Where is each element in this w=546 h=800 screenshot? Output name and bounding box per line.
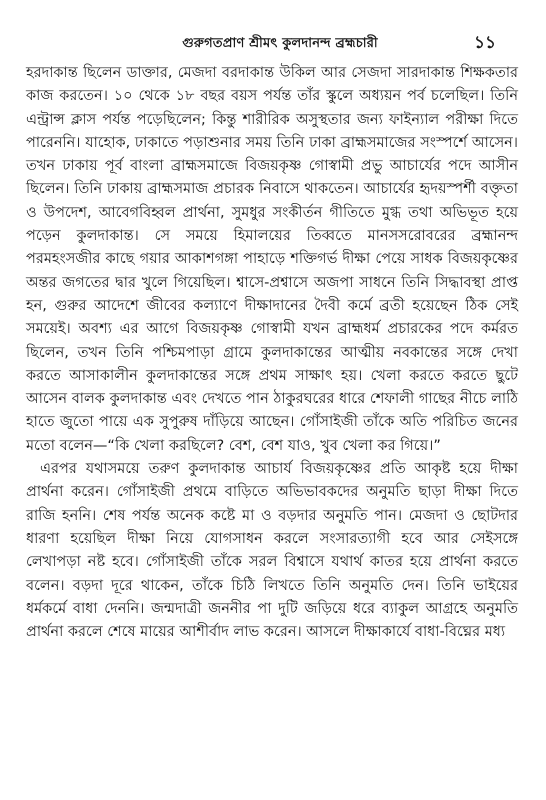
body-text	[26, 62, 518, 644]
paragraph-1: হরদাকান্ত ছিলেন ডাক্তার, মেজদা বরদাকান্ত উকিল আর সেজদা সারদাকান্ত শিক্ষকতার কাজ করতেন। ১০ থেকে ১৮ বছর বয়স পর্যন্ত তাঁর স্কুলে অধ্যয়ন পর্ব চলেছিল। তিনি এন্ট্রান্স ক্লাস পর্যন্ত পড়েছিলেন; কিন্তু শারীরিক অসুস্থতার জন্য ফাইন্যাল পরীক্ষা দিতে পারেননি। যাহোক, ঢাকাতে পড়াশুনার সময় তিনি ঢাকা ব্রাহ্মসমাজের সংস্পর্শে আসেন। তখন ঢাকায় পূর্ব বাংলা ব্রাহ্মসমাজে বিজয়কৃষ্ণ গোস্বামী প্রভু আচার্যের পদে আসীন ছিলেন। তিনি ঢাকায় ব্রাহ্মসমাজ প্রচারক নিবাসে থাকতেন। আচার্যের হৃদয়স্পর্শী বক্তৃতা ও উপদেশ, আবেগবিহ্বল প্রার্থনা, সুমধুর সংকীর্তন গীতিতে মুগ্ধ তথা অভিভূত হয়ে পড়েন কুলদাকান্ত। সে সময়ে হিমালয়ের তিব্বতে মানসসরোবরের ব্রহ্মানন্দ পরমহংসজীর কাছে গয়ার আকাশগঙ্গা পাহাড়ে শক্তিগর্ভ দীক্ষা পেয়ে সাধক বিজয়কৃষ্ণের অন্তর জগতের দ্বার খুলে গিয়েছিল। শ্বাসে-প্রশ্বাসে অজপা সাধনে তিনি সিদ্ধাবস্থা প্রাপ্ত হন, গুরুর আদেশে জীবের কল্যাণে দীক্ষাদানের দৈবী কর্মে ব্রতী হয়েছেন ঠিক সেই সময়েই। অবশ্য এর আগে বিজয়কৃষ্ণ গোস্বামী যখন ব্রাহ্মধর্ম প্রচারকের পদে কর্মরত ছিলেন, তখন তিনি পশ্চিমপাড়া গ্রামে কুলদাকান্তের আত্মীয় নবকান্তের সঙ্গে দেখা করতে আসাকালীন কুলদাকান্তের সঙ্গে প্রথম সাক্ষাৎ হয়। খেলা করতে করতে ছুটে আসেন বালক কুলদাকান্ত এবং দেখতে পান ঠাকুরঘরের ধারে শেফালী গাছের নীচে লাঠি হাতে জুতো পায়ে এক সুপুরুষ দাঁড়িয়ে আছেন। গোঁসাইজী তাঁকে অতি পরিচিত জনের মতো বলেন—“কি খেলা করছিলে? বেশ, বেশ যাও, খুব খেলা কর গিয়ে।”	[26, 65, 518, 454]
paragraph-2: এরপর যথাসময়ে তরুণ কুলদাকান্ত আচার্য বিজয়কৃষ্ণের প্রতি আকৃষ্ট হয়ে দীক্ষা প্রার্থনা করেন। গোঁসাইজী প্রথমে বাড়িতে অভিভাবকদের অনুমতি ছাড়া দীক্ষা দিতে রাজি হননি। শেষ পর্যন্ত অনেক কষ্টে মা ও বড়দার অনুমতি পান। মেজদা ও ছোটদার ধারণা হয়েছিল দীক্ষা নিয়ে যোগসাধন করলে সংসারত্যাগী হবে আর সেইসঙ্গে লেখাপড়া নষ্ট হবে। গোঁসাইজী তাঁকে সরল বিশ্বাসে যথার্থ কাতর হয়ে প্রার্থনা করতে বলেন। বড়দা দূরে থাকেন, তাঁকে চিঠি লিখতে তিনি অনুমতি দেন। তিনি ভাইয়ের ধর্মকর্মে বাধা দেননি। জন্মদাত্রী জননীর পা দুটি জড়িয়ে ধরে ব্যাকুল আগ্রহে অনুমতি প্রার্থনা করলে শেষে মায়ের আশীর্বাদ লাভ করেন। আসলে দীক্ষাকার্যে বাধা-বিঘ্নের মধ্য	[26, 461, 518, 641]
running-header: গুরুগতপ্রাণ শ্রীমৎ কুলদানন্দ ব্রহ্মচারী	[182, 36, 378, 51]
page-number: ১১	[473, 33, 496, 53]
